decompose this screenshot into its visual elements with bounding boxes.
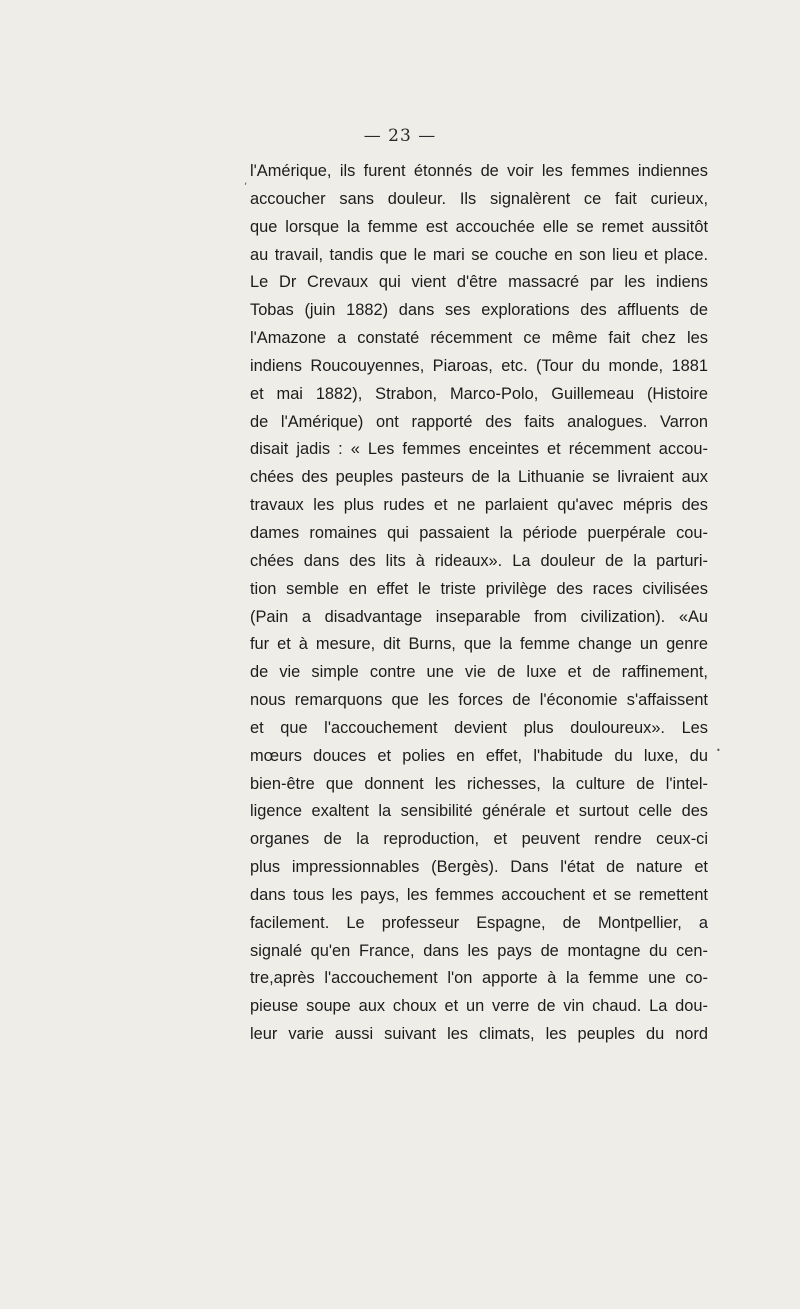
ink-speck: , bbox=[244, 176, 248, 187]
text-line: tion semble en effet le triste privilège des races civilisées bbox=[250, 579, 708, 598]
text-line: l'Amérique, ils furent étonnés de voir les femmes indiennes bbox=[250, 162, 708, 180]
text-line: l'Amazone a constaté récemment ce même fait chez les bbox=[250, 329, 708, 348]
text-line: organes de la reproduction, et peuvent rendre ceux-ci bbox=[250, 830, 708, 849]
text-line: et mai 1882), Strabon, Marco-Polo, Guillemeau (Histoire bbox=[250, 384, 708, 403]
body-text bbox=[250, 158, 708, 1049]
text-line: Tobas (juin 1882) dans ses explorations des affluents de bbox=[250, 301, 708, 320]
text-line: facilement. Le professeur Espagne, de Montpellier, a bbox=[250, 913, 708, 932]
text-line: pieuse soupe aux choux et un verre de vin chaud. La dou- bbox=[250, 997, 708, 1016]
text-line: chées des peuples pasteurs de la Lithuanie se livraient aux bbox=[250, 468, 708, 487]
text-line: travaux les plus rudes et ne parlaient qu'avec mépris des bbox=[250, 496, 708, 515]
text-line: indiens Roucouyennes, Piaroas, etc. (Tour du monde, 1881 bbox=[250, 356, 708, 375]
text-line: que lorsque la femme est accouchée elle se remet aussitôt bbox=[250, 217, 708, 236]
text-line: tre,après l'accouchement l'on apporte à la femme une co- bbox=[250, 969, 708, 988]
text-line: chées dans des lits à rideaux». La douleur de la parturi- bbox=[250, 551, 708, 570]
text-line: bien-être que donnent les richesses, la culture de l'intel- bbox=[250, 774, 708, 793]
page-number: — 23 — bbox=[363, 126, 437, 146]
text-line: (Pain a disadvantage inseparable from civilization). «Au bbox=[250, 607, 708, 626]
text-line: mœurs douces et polies en effet, l'habitude du luxe, du bbox=[250, 746, 708, 765]
text-line: de l'Amérique) ont rapporté des faits analogues. Varron bbox=[250, 412, 708, 431]
text-line: nous remarquons que les forces de l'économie s'affaissent bbox=[250, 691, 708, 710]
text-line: accoucher sans douleur. Ils signalèrent ce fait curieux, bbox=[250, 189, 708, 208]
text-line: et que l'accouchement devient plus douloureux». Les bbox=[250, 718, 708, 737]
text-line: plus impressionnables (Bergès). Dans l'état de nature et bbox=[250, 858, 708, 877]
text-line: dames romaines qui passaient la période puerpérale cou- bbox=[250, 523, 708, 542]
text-line: disait jadis : « Les femmes enceintes et récemment accou- bbox=[250, 440, 708, 459]
text-line: dans tous les pays, les femmes accouchent et se remettent bbox=[250, 885, 708, 904]
text-line: fur et à mesure, dit Burns, que la femme change un genre bbox=[250, 635, 708, 654]
text-line: au travail, tandis que le mari se couche en son lieu et place. bbox=[250, 245, 708, 264]
text-line: leur varie aussi suivant les climats, les peuples du nord bbox=[250, 1025, 708, 1044]
text-line: de vie simple contre une vie de luxe et de raffinement, bbox=[250, 663, 708, 682]
text-line: Le Dr Crevaux qui vient d'être massacré par les indiens bbox=[250, 273, 708, 292]
text-line: ligence exaltent la sensibilité générale et surtout celle des bbox=[250, 802, 708, 821]
text-line: signalé qu'en France, dans les pays de montagne du cen- bbox=[250, 941, 708, 960]
ink-speck: • bbox=[716, 746, 721, 755]
